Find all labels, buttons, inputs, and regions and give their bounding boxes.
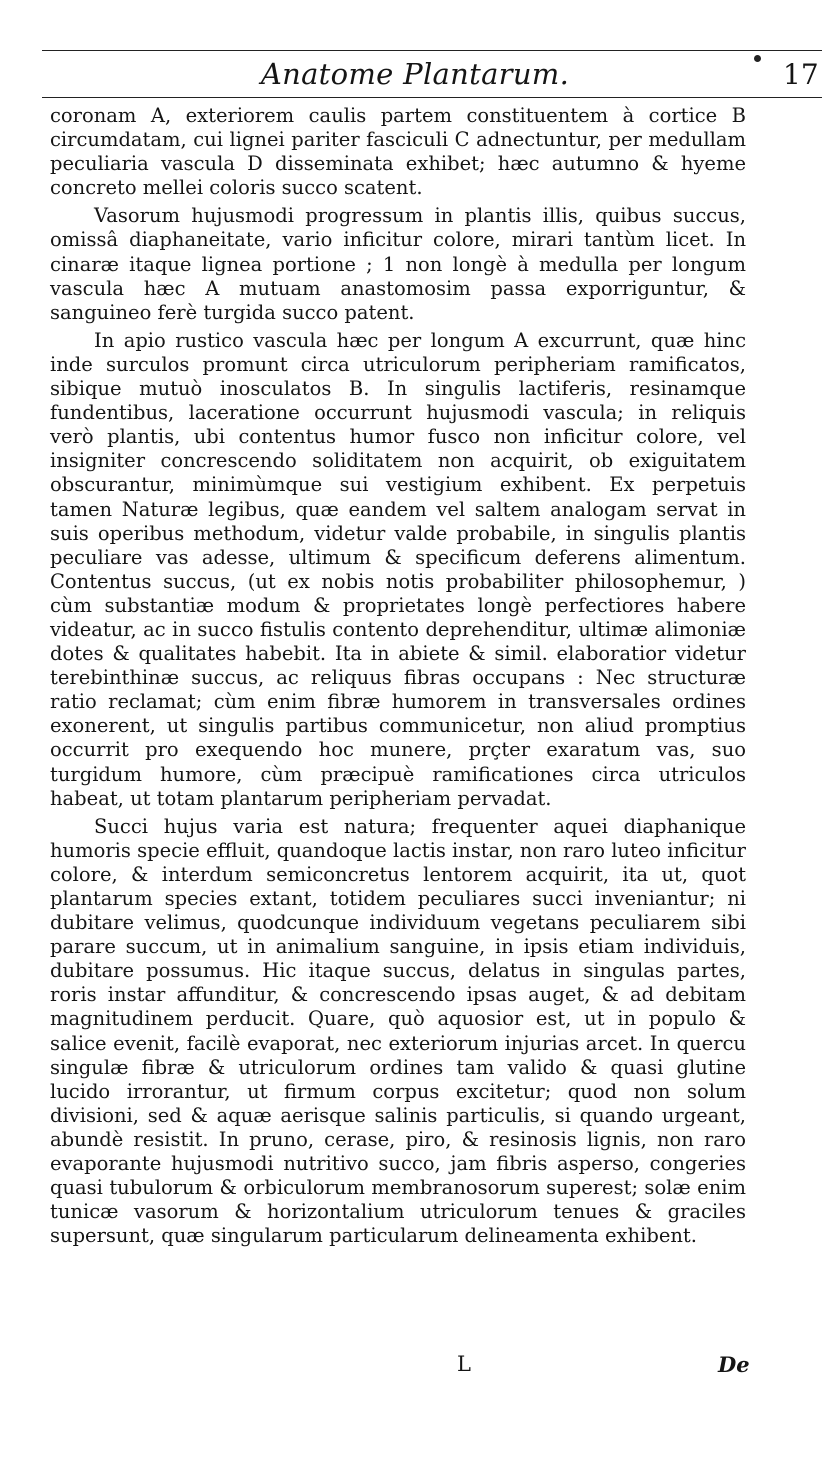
ornament-dot-icon (754, 55, 761, 62)
catchword: De (718, 1352, 750, 1377)
paragraph-1: coronam A, exteriorem caulis partem constituentem à cortice B circumdatam, cui lignei pariter fasciculi C adnectuntur, per medullam peculiaria vascula D disseminata exhibet; hæc autumno & hyeme concreto mellei coloris succo scatent. (50, 104, 746, 200)
page-number: 17 (783, 58, 819, 91)
signature-mark: L (457, 1352, 471, 1376)
paragraph-3: In apio rustico vascula hæc per longum A excurrunt, quæ hinc inde surculos promunt circa utriculorum peripheriam ramificatos, sibique mutuò inosculatos B. In singulis lactiferis, resinamque fundentibus, laceratione occurrunt hujusmodi vascula; in reliquis verò plantis, ubi contentus humor fusco non inficitur colore, vel insigniter concrescendo soliditatem non acquirit, ob exiguitatem obscurantur, minimùmque sui vestigium exhibent. Ex perpetuis tamen Naturæ legibus, quæ eandem vel saltem analogam servat in suis operibus methodum, videtur valde probabile, in singulis plantis peculiare vas adesse, ultimum & specificum deferens alimentum. Contentus succus, (ut ex nobis notis probabiliter philosophemur, ) cùm substantiæ modum & proprietates longè perfectiores habere videatur, ac in succo fistulis contento deprehenditur, ultimæ alimoniæ dotes & qualitates habebit. Ita in abiete & simil. elaboratior videtur terebinthinæ succus, ac reliquus fibras occupans : Nec structuræ ratio reclamat; cùm enim fibræ humorem in transversales ordines exonerent, ut singulis partibus communicetur, non aliud promptius occurrit pro exequendo hoc munere, prçter exaratum vas, suo turgidum humore, cùm præcipuè ramificationes circa utriculos habeat, ut totam plantarum peripheriam pervadat. (50, 328, 746, 810)
header-rule-top (42, 50, 822, 51)
header-rule-bottom (42, 97, 822, 98)
paragraph-4: Succi hujus varia est natura; frequenter aquei diaphanique humoris specie effluit, quandoque lactis instar, non raro luteo inficitur colore, & interdum semiconcretus lentorem acquirit, ita ut, quot plantarum species extant, totidem peculiares succi inveniantur; ni dubitare velimus, quodcunque individuum vegetans peculiarem sibi parare succum, ut in animalium sanguine, in ipsis etiam individuis, dubitare possumus. Hic itaque succus, delatus in singulas partes, roris instar affunditur, & concrescendo ipsas auget, & ad debitam magnitudinem perducit. Quare, quò aquosior est, ut in populo & salice evenit, facilè evaporat, nec exteriorum injurias arcet. In quercu singulæ fibræ & utriculorum ordines tam valido & quasi glutine lucido irrorantur, ut firmum corpus excitetur; quod non solum divisioni, sed & aquæ aerisque salinis particulis, si quando urgeant, abundè resistit. In pruno, cerase, piro, & resinosis lignis, non raro evaporante hujusmodi nutritivo succo, jam fibris asperso, congeries quasi tubulorum & orbiculorum membranosorum superest; solæ enim tunicæ vasorum & horizontalium utriculorum tenues & graciles supersunt, quæ singularum particularum delineamenta exhibent. (50, 814, 746, 1248)
running-head-title: Anatome Plantarum. (260, 57, 570, 91)
body-text (50, 104, 746, 1252)
page-footer (0, 1352, 830, 1382)
paragraph-2: Vasorum hujusmodi progressum in plantis illis, quibus succus, omissâ diaphaneitate, vario inficitur colore, mirari tantùm licet. In cinaræ itaque lignea portione ; 1 non longè à medulla per longum vascula hæc A mutuam anastomosim passa exporriguntur, & sanguineo ferè turgida succo patent. (50, 204, 746, 324)
